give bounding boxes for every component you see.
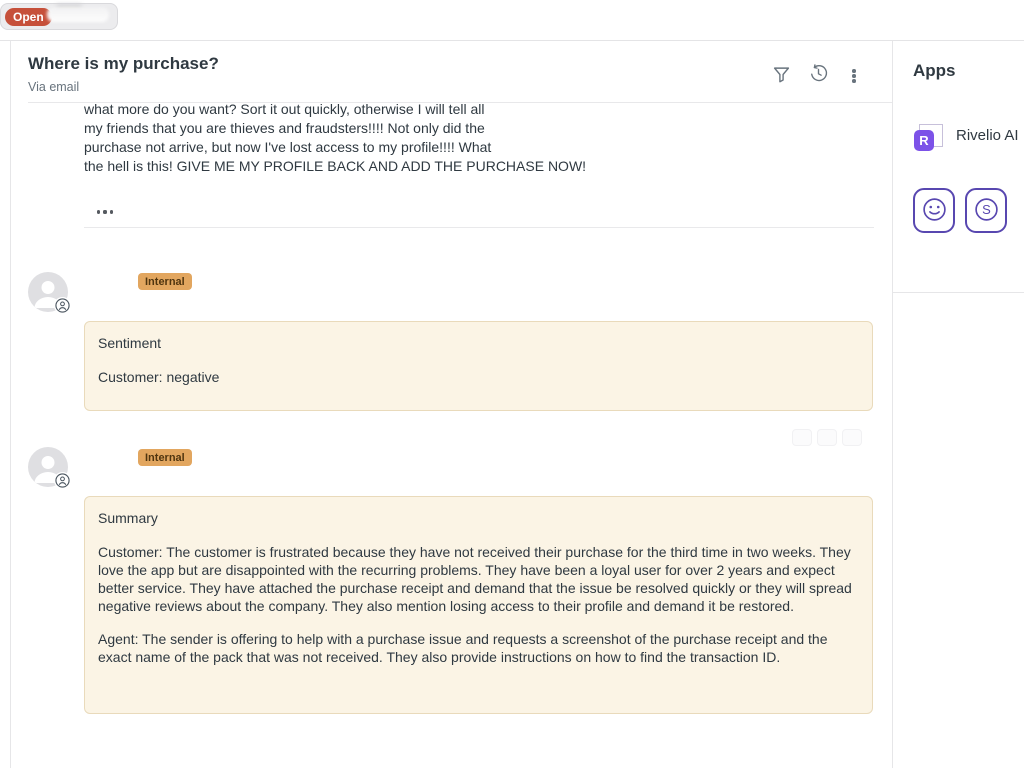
top-tab-strip	[0, 0, 1024, 41]
note-title: Summary	[98, 510, 158, 526]
funnel-icon	[773, 66, 790, 86]
ellipsis-icon	[97, 210, 113, 213]
email-line: what more do you want? Sort it out quickly, otherwise I will tell all	[84, 101, 485, 117]
history-clock-icon	[809, 64, 828, 86]
note-hover-actions[interactable]	[792, 429, 862, 446]
app-name: Rivelio AI	[956, 127, 1019, 144]
ticket-tab[interactable]	[0, 3, 118, 30]
end-user-icon	[54, 472, 71, 489]
smiley-face-icon	[921, 196, 948, 226]
apps-panel-divider	[893, 292, 1024, 293]
email-line: purchase not arrive, but now I've lost access to my profile!!!! What	[84, 139, 492, 155]
svg-text:S: S	[981, 201, 991, 217]
internal-note-badge: Internal	[138, 449, 192, 466]
summary-app-button[interactable]	[965, 188, 1007, 233]
panel-left-border	[10, 41, 11, 768]
note-paragraph: Agent: The sender is offering to help with a purchase issue and requests a screenshot of the purchase receipt and the exact name of the pack that was not received. They also provide instructions on how to find the transaction ID.	[98, 631, 828, 665]
email-line: my friends that you are thieves and fraudsters!!!! Not only did the	[84, 120, 485, 136]
end-user-icon	[54, 297, 71, 314]
history-button[interactable]	[805, 62, 831, 88]
hover-action-placeholder[interactable]	[792, 429, 812, 446]
apps-panel-heading: Apps	[913, 61, 956, 80]
app-row-rivelio[interactable]	[913, 120, 1023, 154]
sentiment-app-button[interactable]	[913, 188, 955, 233]
filter-button[interactable]	[768, 63, 794, 89]
internal-note-badge: Internal	[138, 273, 192, 290]
sidebar-divider	[892, 41, 893, 768]
hover-action-placeholder[interactable]	[842, 429, 862, 446]
menu-button[interactable]	[841, 63, 867, 89]
message-divider	[84, 227, 874, 228]
internal-note-sentiment	[84, 321, 873, 411]
email-line: the hell is this! GIVE ME MY PROFILE BACK AND ADD THE PURCHASE NOW!	[84, 158, 587, 174]
kebab-menu-icon	[852, 68, 856, 85]
note-paragraph: Customer: The customer is frustrated because they have not received their purchase for the third time in two weeks. They love the app but are disappointed with the recurring problems. They have been a loyal user for over 2 years and expect better service. They have attached the purchase receipt and demand that the issue be resolved quickly or they will spread negative reviews about the company. They also mention losing access to their profile and demand it be restored.	[98, 544, 852, 614]
status-badge: Open	[5, 8, 52, 26]
internal-note-summary	[84, 496, 873, 714]
note-body: Customer: negative	[98, 369, 220, 385]
note-title: Sentiment	[98, 335, 162, 351]
page-title: Where is my purchase?	[28, 54, 219, 73]
show-trimmed-content-button[interactable]	[92, 205, 118, 219]
s-circle-icon	[973, 196, 1000, 226]
hover-action-placeholder[interactable]	[817, 429, 837, 446]
ticket-channel: Via email	[28, 80, 80, 94]
redacted-tab-text-blur	[47, 7, 109, 22]
rivelio-logo-icon: R	[914, 130, 934, 151]
email-message-text	[84, 100, 604, 176]
